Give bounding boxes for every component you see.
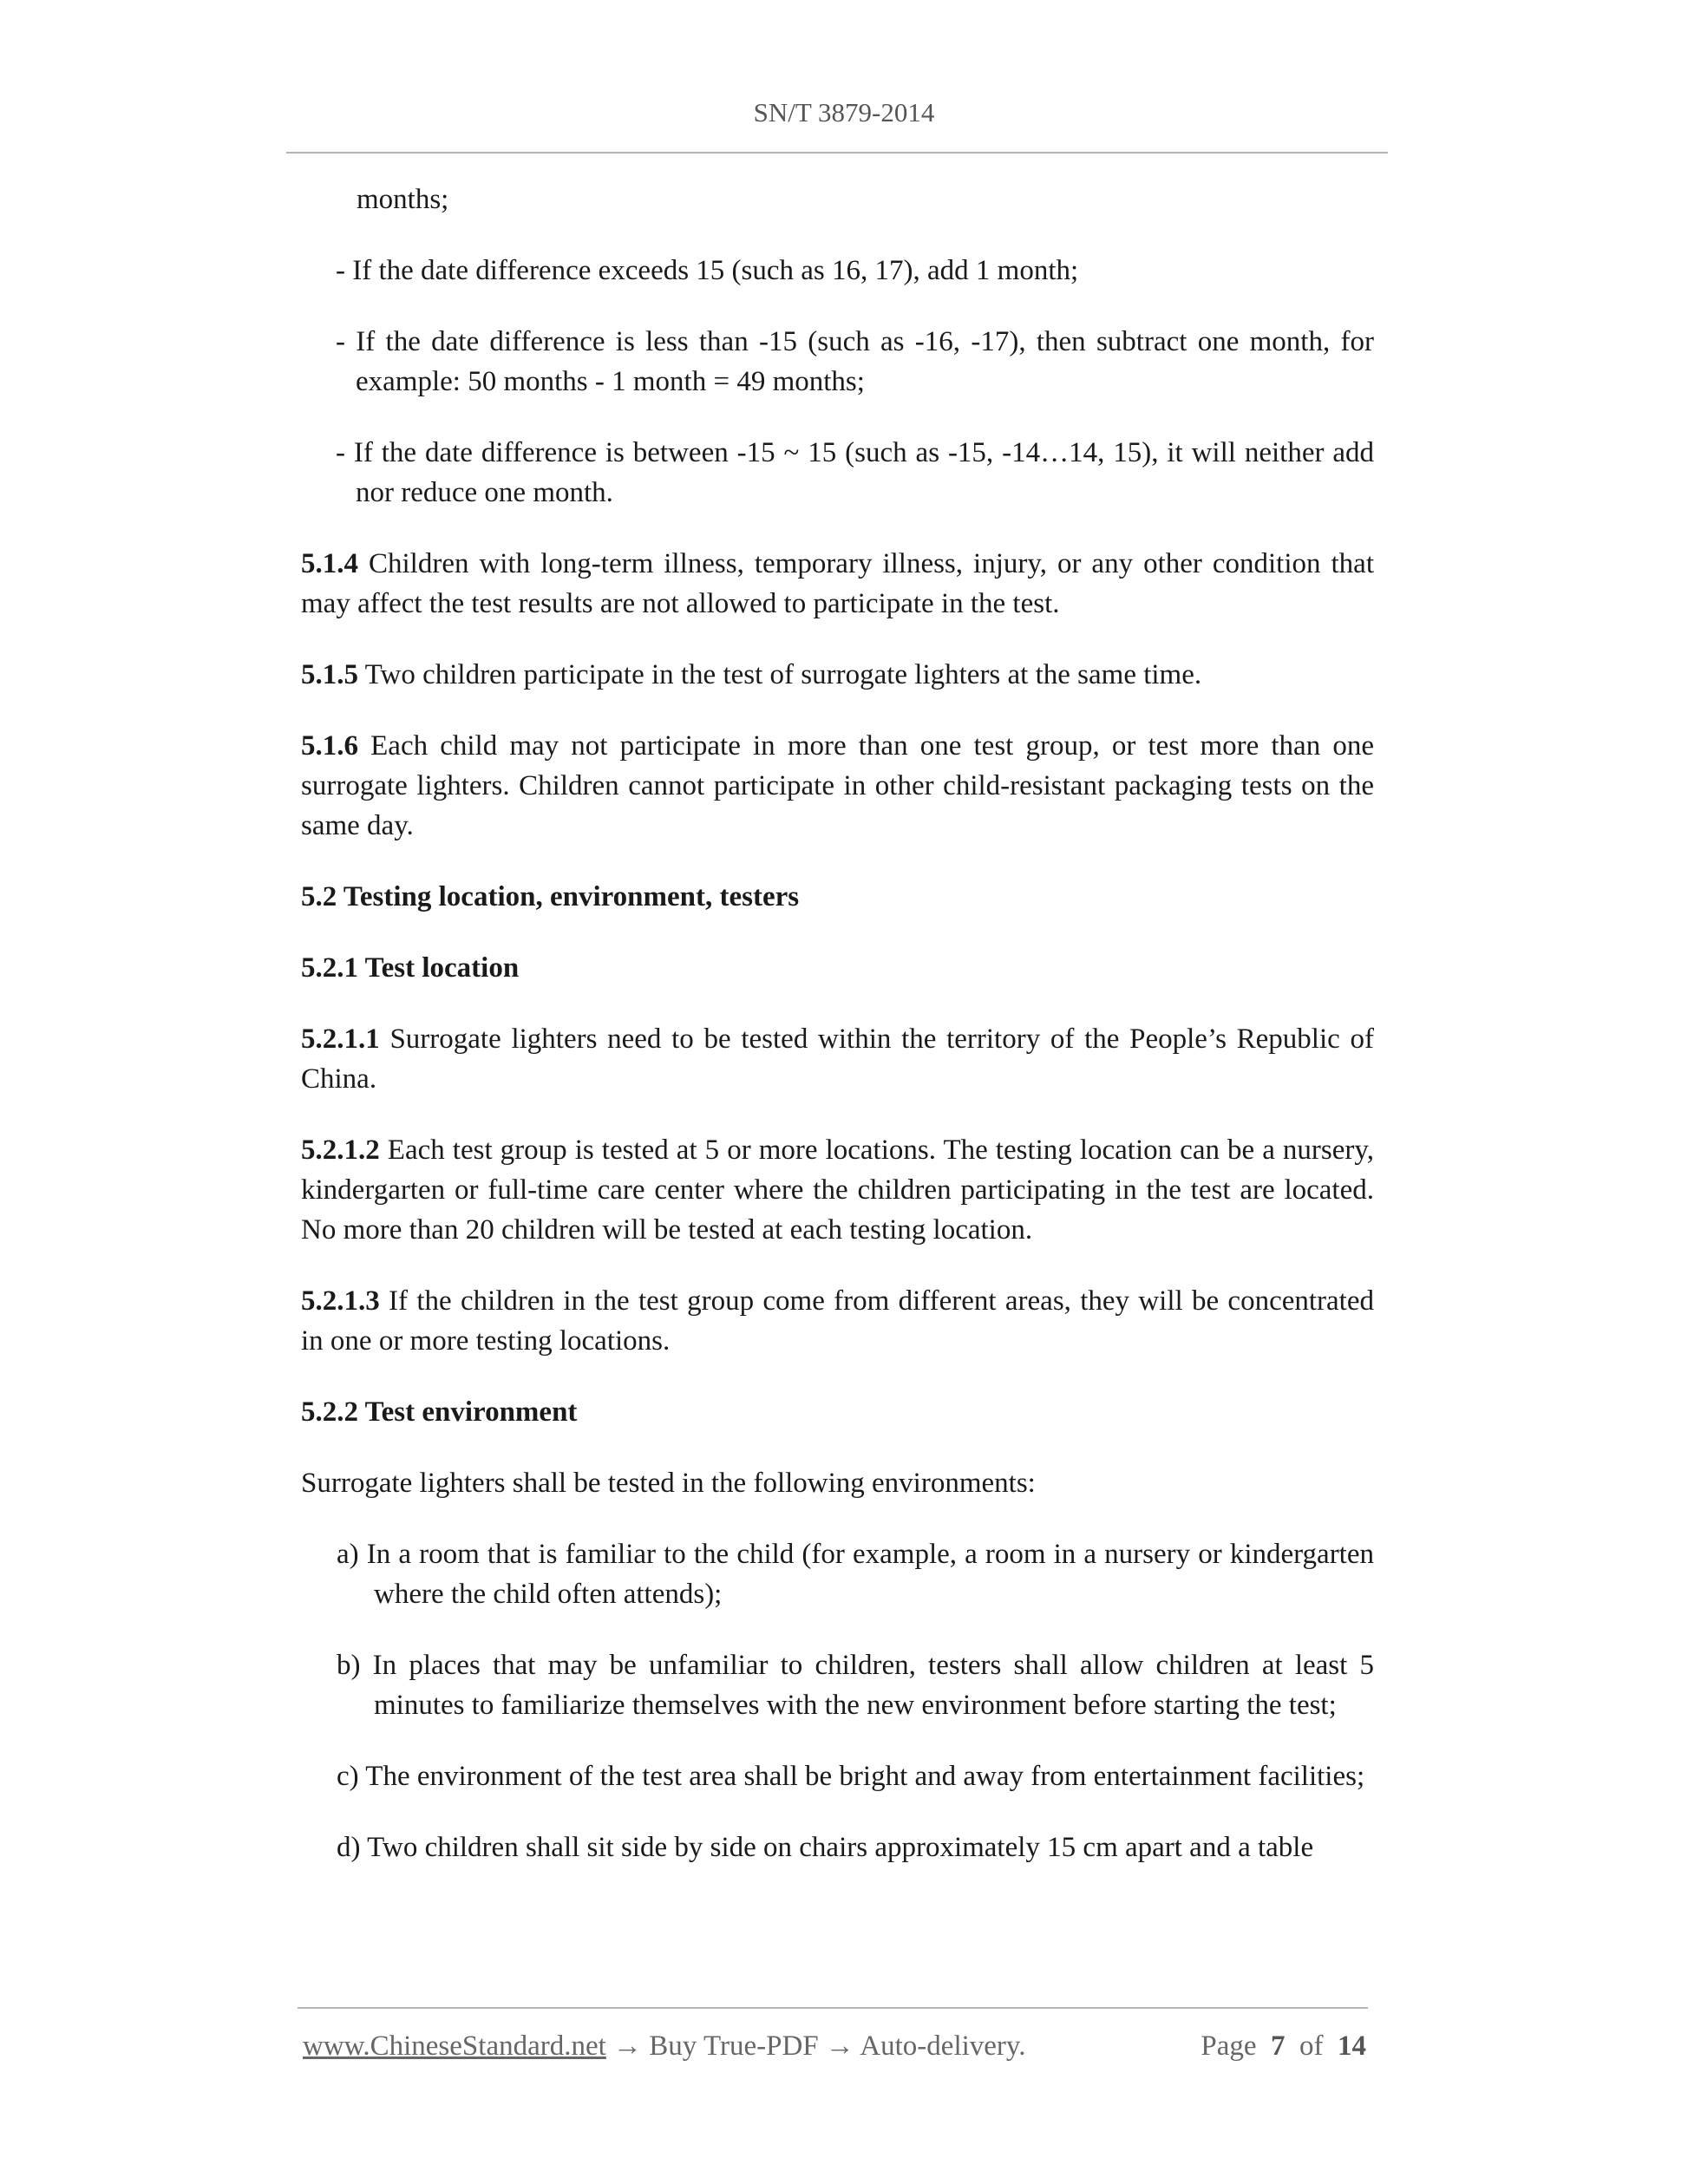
- clause-5-1-6: [301, 726, 1374, 846]
- clause-5-2-1-1: [301, 1019, 1374, 1099]
- paragraph-months: months;: [357, 184, 449, 215]
- clause-5-1-4: [301, 544, 1374, 624]
- footer-promo-text: → Buy True-PDF → Auto-delivery.: [605, 2030, 1026, 2062]
- clause-number: 5.2.1.3: [301, 1285, 380, 1317]
- heading-5-2-2: 5.2.2 Test environment: [301, 1396, 578, 1428]
- footer-promo: [303, 2026, 1026, 2066]
- clause-number: 5.1.6: [301, 730, 358, 762]
- clause-text: Children with long-term illness, temporary illness, injury, or any other condition that may affect the test results are not allowed to participate in the test.: [301, 548, 1374, 619]
- clause-text: Each child may not participate in more than one test group, or test more than one surrogate lighters. Children cannot participate in other child-resistant packaging tests on the same day.: [301, 730, 1374, 841]
- environment-intro: Surrogate lighters shall be tested in the following environments:: [301, 1468, 1036, 1499]
- rule-between: - If the date difference is between -15 ~ 15 (such as -15, -14…14, 15), it will neither add nor reduce one month.: [336, 437, 1374, 508]
- clause-5-1-5: [301, 655, 1374, 695]
- page-indicator: [1201, 2026, 1366, 2066]
- clause-5-2-1-3: [301, 1281, 1374, 1361]
- clause-text: Surrogate lighters need to be tested within the territory of the People’s Republic of China.: [301, 1023, 1374, 1095]
- total-page-count: 14: [1338, 2030, 1366, 2062]
- list-item-a: a) In a room that is familiar to the child (for example, a room in a nursery or kindergarten where the child often attends);: [337, 1539, 1374, 1610]
- clause-text: Each test group is tested at 5 or more locations. The testing location can be a nursery, kindergarten or full-time care center where the children participating in the test are located. No more than 20 children will be tested at each testing location.: [301, 1135, 1374, 1246]
- clause-number: 5.2.1.2: [301, 1135, 380, 1166]
- clause-text: Two children participate in the test of surrogate lighters at the same time.: [358, 659, 1202, 690]
- page-word: Page: [1201, 2030, 1257, 2062]
- clause-number: 5.1.4: [301, 548, 358, 579]
- list-item-c: c) The environment of the test area shall be bright and away from entertainment facilities;: [337, 1761, 1365, 1792]
- heading-5-2-1: 5.2.1 Test location: [301, 952, 520, 984]
- page-header-title: SN/T 3879-2014: [753, 97, 935, 128]
- clause-text: If the children in the test group come from different areas, they will be concentrated in one or more testing locations.: [301, 1285, 1374, 1357]
- heading-5-2: 5.2 Testing location, environment, testers: [301, 881, 800, 912]
- list-item-d: d) Two children shall sit side by side on chairs approximately 15 cm apart and a table: [337, 1832, 1314, 1863]
- clause-number: 5.2.1.1: [301, 1023, 380, 1055]
- document-body: [301, 180, 1374, 1899]
- clause-5-2-1-2: [301, 1130, 1374, 1250]
- of-word: of: [1299, 2030, 1324, 2062]
- rule-less-than-minus-15: - If the date difference is less than -15 (such as -16, -17), then subtract one month, for example: 50 months - 1 month = 49 months;: [336, 326, 1374, 397]
- clause-number: 5.1.5: [301, 659, 358, 690]
- current-page-number: 7: [1271, 2030, 1286, 2062]
- list-item-b: b) In places that may be unfamiliar to children, testers shall allow children at least 5 minutes to familiarize themselves with the new environment before starting the test;: [337, 1650, 1374, 1721]
- website-link[interactable]: www.ChineseStandard.net: [303, 2030, 606, 2062]
- header-divider: [286, 152, 1388, 154]
- rule-exceeds-15: - If the date difference exceeds 15 (such as 16, 17), add 1 month;: [336, 255, 1079, 286]
- footer-divider: [298, 2007, 1368, 2009]
